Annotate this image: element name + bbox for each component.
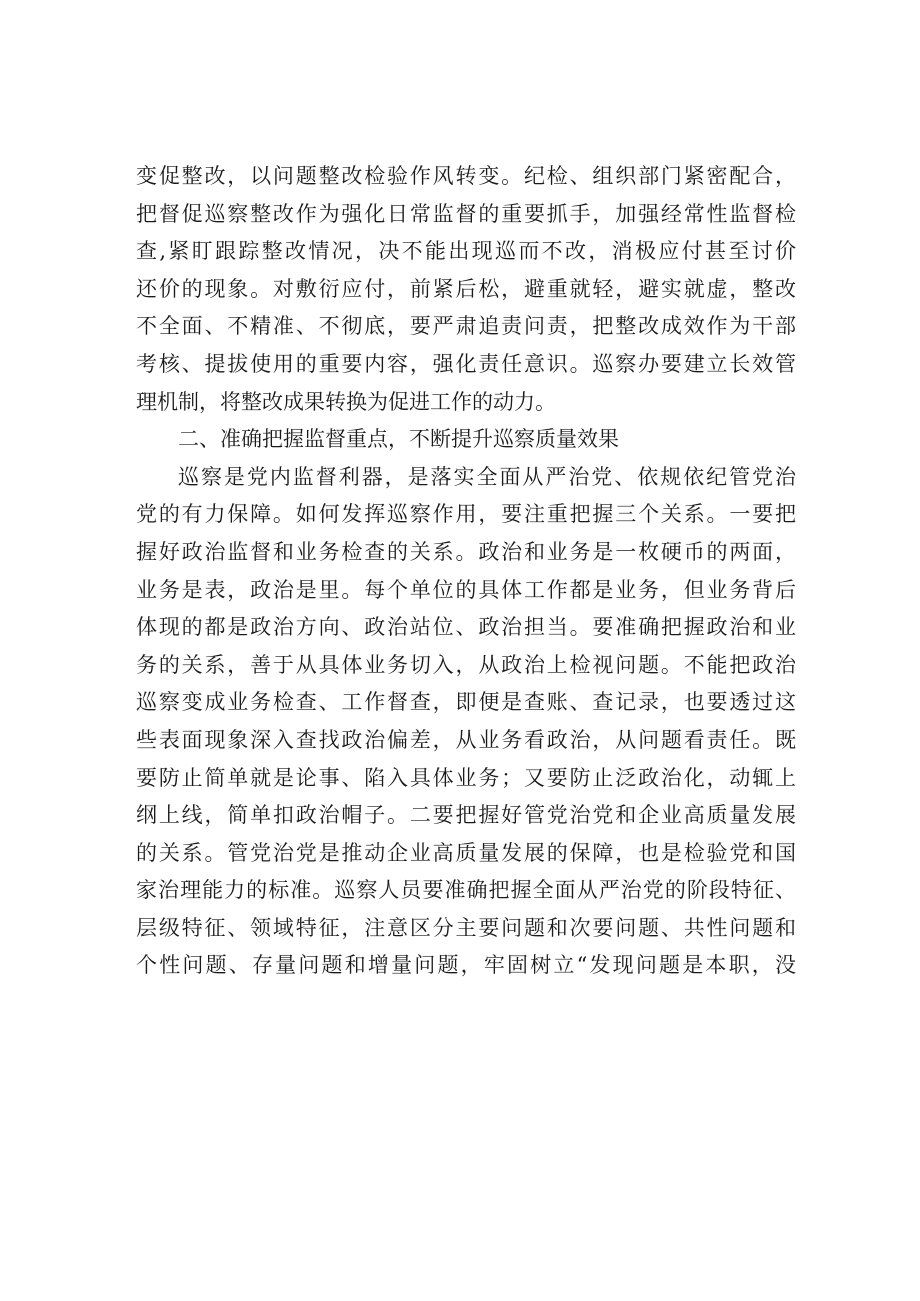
paragraph-line: 个性问题、存量问题和增量问题，牢固树立“发现问题是本职，没 [136,953,796,978]
paragraph-line: 纲上线，简单扣政治帽子。二要把握好管党治党和企业高质量发展 [136,803,796,828]
paragraph-line: 查,紧盯跟踪整改情况，决不能出现巡而不改，消极应付甚至讨价 [136,239,796,264]
paragraph-line: 握好政治监督和业务检查的关系。政治和业务是一枚硬币的两面， [136,539,796,564]
paragraph-1 [136,158,796,421]
paragraph-line: 不全面、不精准、不彻底，要严肃追责问责，把整改成效作为干部 [136,314,796,339]
paragraph-line: 些表面现象深入查找政治偏差，从业务看政治，从问题看责任。既 [136,727,796,752]
paragraph-line: 家治理能力的标准。巡察人员要准确把握全面从严治党的阶段特征、 [136,878,796,903]
paragraph-line: 巡察变成业务检查、工作督查，即便是查账、查记录，也要透过这 [136,690,796,715]
paragraph-line: 要防止简单就是论事、陷入具体业务；又要防止泛政治化，动辄上 [136,765,796,790]
paragraph-line: 务的关系，善于从具体业务切入，从政治上检视问题。不能把政治 [136,652,796,677]
paragraph-2 [136,459,796,985]
paragraph-line: 体现的都是政治方向、政治站位、政治担当。要准确把握政治和业 [136,615,796,640]
paragraph-line: 的关系。管党治党是推动企业高质量发展的保障，也是检验党和国 [136,840,796,865]
section-heading: 二、准确把握监督重点，不断提升巡察质量效果 [178,427,619,452]
paragraph-line: 考核、提拔使用的重要内容，强化责任意识。巡察办要建立长效管 [136,351,796,376]
paragraph-line: 变促整改，以问题整改检验作风转变。纪检、组织部门紧密配合， [136,164,796,188]
paragraph-line: 巡察是党内监督利器，是落实全面从严治党、依规依纪管党治 [178,464,796,489]
paragraph-line: 还价的现象。对敷衍应付，前紧后松，避重就轻，避实就虚，整改 [136,276,796,301]
paragraph-line: 层级特征、领域特征，注意区分主要问题和次要问题、共性问题和 [136,915,796,940]
paragraph-line: 党的有力保障。如何发挥巡察作用，要注重把握三个关系。一要把 [136,502,796,527]
paragraph-line: 理机制，将整改成果转换为促进工作的动力。 [136,389,556,414]
paragraph-line: 业务是表，政治是里。每个单位的具体工作都是业务，但业务背后 [136,577,796,602]
document-body [136,158,796,985]
paragraph-line: 把督促巡察整改作为强化日常监督的重要抓手，加强经常性监督检 [136,201,796,226]
